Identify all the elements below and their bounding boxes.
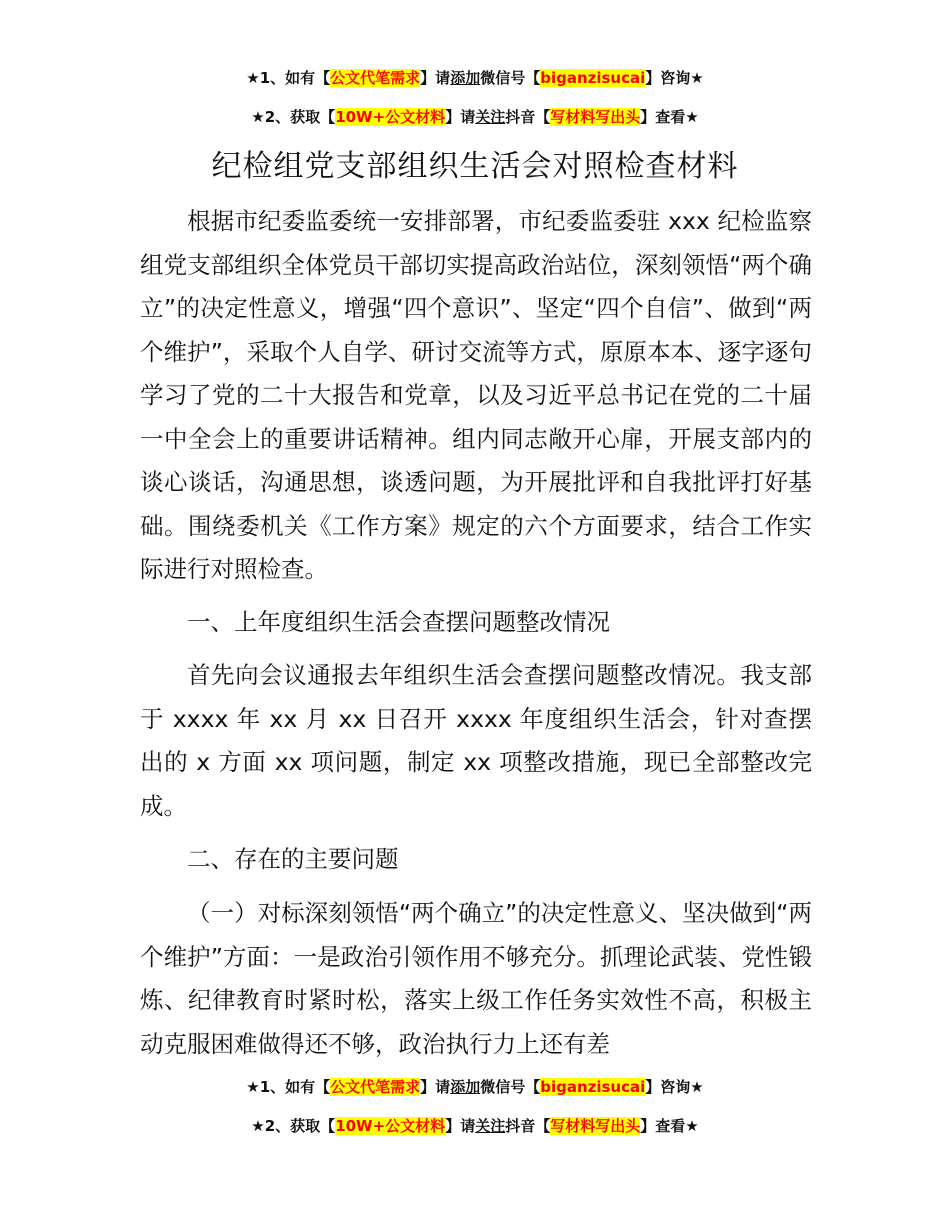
paragraph-rectification: 首先向会议通报去年组织生活会查摆问题整改情况。我支部于 xxxx 年 xx 月 xx 日召开 xxxx 年度组织生活会，针对查摆出的 x 方面 xx 项问题，制定 xx 项整改措施，现已全部整改完成。: [140, 661, 812, 820]
promo-highlight: biganzisucai: [540, 1078, 646, 1096]
promo-underlined: 添加: [450, 1078, 481, 1096]
section-heading-1: 一、上年度组织生活会查摆问题整改情况: [187, 608, 610, 636]
promo-underlined: 关注: [475, 108, 506, 126]
promo-line-follow: [0, 107, 950, 127]
paragraph-intro: 根据市纪委监委统一安排部署，市纪委监委驻 xxx 纪检监察组党支部组织全体党员干部切实提高政治站位，深刻领悟“两个确立”的决定性意义，增强“四个意识”、坚定“四个自信”、做到“两个维护”，采取个人自学、研讨交流等方式，原原本本、逐字逐句学习了党的二十大报告和党章，以及习近平总书记在党的二十届一中全会上的重要讲话精神。组内同志敞开心扉，开展支部内的谈心谈话，沟通思想，谈透问题，为开展批评和自我批评打好基础。围绕委机关《工作方案》规定的六个方面要求，结合工作实际进行对照检查。: [140, 207, 812, 583]
promo-line-follow: [0, 1116, 950, 1136]
promo-highlight: biganzisucai: [540, 69, 646, 87]
promo-text: 】请: [420, 1078, 451, 1096]
promo-text: ★2、获取【: [251, 108, 336, 126]
promo-highlight: 公文代笔需求: [330, 69, 421, 87]
promo-text: 抖音【: [505, 108, 551, 126]
document-title: 纪检组党支部组织生活会对照检查材料: [211, 149, 739, 184]
promo-highlight: 写材料写出头: [550, 108, 641, 126]
section-heading-2: 二、存在的主要问题: [187, 845, 399, 873]
promo-text: 微信号【: [480, 1078, 541, 1096]
promo-text: 抖音【: [505, 1117, 551, 1135]
promo-text: 】查看★: [640, 1117, 699, 1135]
promo-text: 】请: [445, 1117, 476, 1135]
promo-line-consult: [0, 68, 950, 88]
promo-highlight: 写材料写出头: [550, 1117, 641, 1135]
promo-text: 】咨询★: [645, 1078, 704, 1096]
promo-highlight: 公文代笔需求: [330, 1078, 421, 1096]
promo-text: 微信号【: [480, 69, 541, 87]
promo-underlined: 关注: [475, 1117, 506, 1135]
promo-text: 】咨询★: [645, 69, 704, 87]
promo-underlined: 添加: [450, 69, 481, 87]
promo-highlight: 10W+公文材料: [335, 1117, 446, 1135]
promo-text: ★1、如有【: [246, 69, 331, 87]
promo-text: 】请: [445, 108, 476, 126]
promo-line-consult: [0, 1077, 950, 1097]
promo-text: ★2、获取【: [251, 1117, 336, 1135]
promo-text: 】查看★: [640, 108, 699, 126]
paragraph-problems: （一）对标深刻领悟“两个确立”的决定性意义、坚决做到“两个维护”方面：一是政治引领作用不够充分。抓理论武装、党性锻炼、纪律教育时紧时松，落实上级工作任务实效性不高，积极主动克服困难做得还不够，政治执行力上还有差: [140, 899, 812, 1058]
promo-text: ★1、如有【: [246, 1078, 331, 1096]
promo-text: 】请: [420, 69, 451, 87]
promo-highlight: 10W+公文材料: [335, 108, 446, 126]
